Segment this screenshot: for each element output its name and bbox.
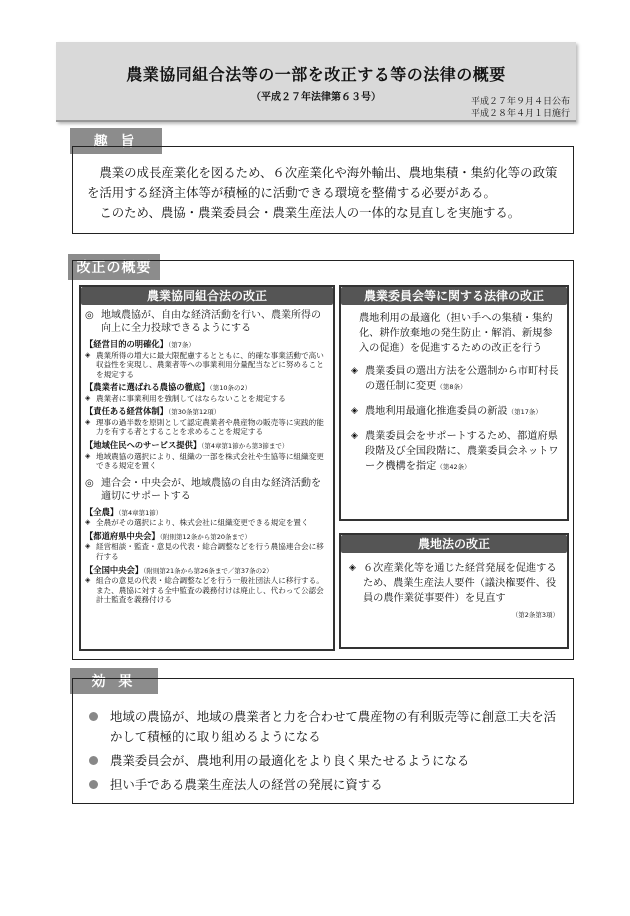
coop-item-ref: （附則第21条から第26条まで／第37条の2） xyxy=(143,566,273,575)
diamond-icon: ◈ xyxy=(85,451,91,460)
coop-lead-2: ◎ 連合会・中央会が、地域農協の自由な経済活動を適切にサポートする xyxy=(85,477,321,502)
purpose-text-2: このため、農協・農業委員会・農業生産法人の一体的な見直しを実施する。 xyxy=(99,205,521,220)
outline-box xyxy=(72,260,574,660)
coop-item xyxy=(85,565,329,605)
coop-item-desc xyxy=(85,576,329,605)
committee-intro: 農地利用の最適化（担い手への集積・集約化、耕作放棄地の発生防止・解消、新規参入の促進）を促進するための改正を行う xyxy=(359,313,553,354)
coop-item-heading: 【都道府県中央会】 xyxy=(85,530,160,541)
purpose-text-1: 農業の成長産業化を図るため、６次産業化や海外輸出、農地集積・集約化等の政策を活用する経済主体等が積極的に活動できる環境を整備する必要がある。 xyxy=(87,165,558,200)
effect-text: 農業委員会が、農地利用の最適化をより良く果たせるようになる xyxy=(110,753,470,768)
land-law-item: ◈ ６次産業化等を通じた経営発展を促進するため、農業生産法人要件（議決権要件、役員の農作業従事要件）を見直す xyxy=(349,563,557,604)
coop-item-title xyxy=(85,440,329,452)
coop-item xyxy=(85,382,329,403)
committee-item-ref: （第42条） xyxy=(436,463,471,471)
committee-item-body xyxy=(365,429,559,475)
coop-item xyxy=(85,507,329,528)
coop-item xyxy=(85,406,329,437)
committee-item-ref: （第17条） xyxy=(507,408,542,416)
land-law-ref: （第2条第3項） xyxy=(511,611,559,619)
double-circle-icon: ◎ xyxy=(85,477,94,489)
coop-item-ref: （第4章第1節から第3節まで） xyxy=(201,442,289,451)
committee-item xyxy=(351,404,559,420)
effect-text: 担い手である農業生産法人の経営の発展に資する xyxy=(110,777,383,792)
coop-item-ref: （第30条第12項） xyxy=(167,408,221,417)
committee-item-body xyxy=(365,404,542,420)
double-circle-icon: ◎ xyxy=(85,310,94,321)
coop-item-ref: （附則第12条から第20条まで） xyxy=(159,532,251,541)
coop-item-heading: 【経営目的の明確化】 xyxy=(85,339,168,349)
effect-item xyxy=(87,707,563,747)
bullet-icon xyxy=(89,780,98,789)
diamond-icon: ◈ xyxy=(85,393,91,402)
coop-item-desc xyxy=(85,542,329,561)
coop-item-text: 農業者に事業利用を強制してはならないことを規定する xyxy=(96,393,286,403)
effect-item xyxy=(87,751,563,771)
committee-item xyxy=(351,364,559,395)
coop-item xyxy=(85,339,329,379)
purpose-box xyxy=(72,146,574,234)
committee-law-panel xyxy=(339,285,569,521)
coop-item-desc xyxy=(85,351,329,380)
coop-item-heading: 【農業者に選ばれる農協の徹底】 xyxy=(85,382,210,393)
coop-item-desc xyxy=(85,518,329,528)
coop-item-text: 組合の意見の代表・総合調整などを行う一般社団法人に移行する。また、農協に対する全中監査の義務付けは廃止し、代わって公認会計士監査を義務付ける xyxy=(96,576,324,605)
committee-item-text: 農地利用最適化推進委員の新設 xyxy=(365,406,508,417)
diamond-icon: ◈ xyxy=(85,518,91,527)
coop-item-text: 全農がその選択により、株式会社に組織変更できる規定を置く xyxy=(96,518,309,528)
coop-item-text: 経営相談・監査・意見の代表・総合調整などを行う農協連合会に移行する xyxy=(96,542,324,561)
diamond-icon: ◈ xyxy=(85,576,91,585)
land-law-panel xyxy=(339,533,569,649)
effects-heading: 効 果 xyxy=(70,668,158,694)
coop-item-desc xyxy=(85,418,329,437)
coop-item-title xyxy=(85,507,329,519)
effect-item xyxy=(87,775,563,795)
committee-item-ref: （第8条） xyxy=(436,383,467,391)
coop-item-desc xyxy=(85,394,329,404)
law-number: （平成２７年法律第６３号） xyxy=(251,92,381,103)
outline-heading: 改正の概要 xyxy=(68,254,160,280)
coop-item-heading: 【責任ある経営体制】 xyxy=(85,406,168,417)
coop-item-ref: （第4章第1節） xyxy=(118,508,163,517)
coop-item-text: 農業所得の増大に最大限配慮するとともに、的確な事業活動で高い収益性を実現し、農業者等への事業利用分量配当などに努めることを規定する xyxy=(96,350,324,379)
coop-item xyxy=(85,440,329,471)
coop-item-title xyxy=(85,565,329,577)
coop-item-ref: （第10条の2） xyxy=(209,384,252,393)
coop-item-title xyxy=(85,406,329,418)
diamond-icon: ◈ xyxy=(85,350,91,359)
coop-item-title xyxy=(85,339,329,351)
committee-item-body xyxy=(365,364,559,395)
dates xyxy=(471,96,570,120)
coop-item-heading: 【地域住民へのサービス提供】 xyxy=(85,440,202,451)
purpose-heading: 趣 旨 xyxy=(70,128,162,154)
coop-item-desc xyxy=(85,452,329,471)
bullet-icon xyxy=(89,756,98,765)
diamond-icon: ◈ xyxy=(351,406,358,416)
diamond-icon: ◈ xyxy=(351,366,358,376)
land-law-heading: 農地法の改正 xyxy=(341,535,567,553)
coop-item-ref: （第7条） xyxy=(167,341,195,349)
diamond-icon: ◈ xyxy=(85,542,91,551)
coop-item-heading: 【全農】 xyxy=(85,506,119,517)
effects-box xyxy=(72,678,574,804)
coop-item-title xyxy=(85,382,329,394)
committee-item xyxy=(351,429,559,475)
effective-date: 平成２８年４月１日施行 xyxy=(470,109,570,119)
diamond-icon: ◈ xyxy=(85,417,91,426)
diamond-icon: ◈ xyxy=(351,431,358,441)
coop-item-heading: 【全国中央会】 xyxy=(85,564,144,575)
committee-item-text: 農業委員の選出方法を公選制から市町村長の選任制に変更 xyxy=(365,366,559,392)
promulgation-date: 平成２７年９月４日公布 xyxy=(470,97,570,107)
coop-law-heading: 農業協同組合法の改正 xyxy=(81,287,333,305)
diamond-icon: ◈ xyxy=(349,563,356,573)
coop-item-text: 地域農協の選択により、組織の一部を株式会社や生協等に組織変更できる規定を置く xyxy=(96,451,324,471)
committee-item-text: 農業委員会をサポートするため、都道府県段階及び全国段階に、農業委員会ネットワーク機構を指定 xyxy=(365,431,559,472)
page-title: 農業協同組合法等の一部を改正する等の法律の概要 xyxy=(126,65,506,84)
bullet-icon xyxy=(89,712,98,721)
committee-law-heading: 農業委員会等に関する法律の改正 xyxy=(341,287,567,305)
coop-lead-1: ◎ 地域農協が、自由な経済活動を行い、農業所得の向上に全力投球できるようにする xyxy=(85,310,321,334)
coop-law-panel xyxy=(79,285,335,651)
coop-item-title xyxy=(85,531,329,543)
effect-text: 地域の農協が、地域の農業者と力を合わせて農産物の有利販売等に創意工夫を活かして積極的に取り組めるようになる xyxy=(110,709,557,744)
coop-item xyxy=(85,531,329,562)
coop-item-text: 理事の過半数を原則として認定農業者や農産物の販売等に実践的能力を有する者とすることを求めることを規定する xyxy=(96,417,324,437)
